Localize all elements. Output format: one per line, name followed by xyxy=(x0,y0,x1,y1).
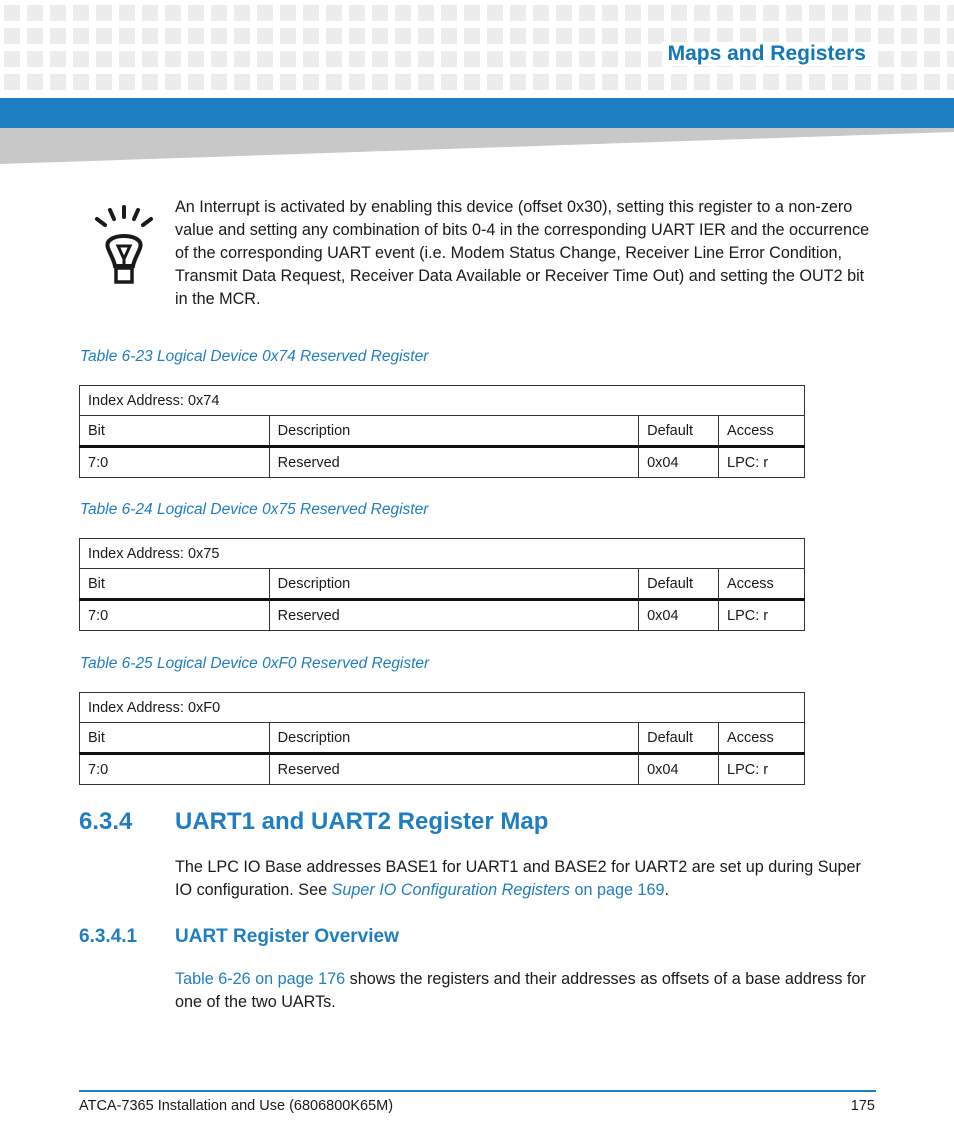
grid-square xyxy=(372,74,388,90)
grid-square xyxy=(395,74,411,90)
running-header-title: Maps and Registers xyxy=(662,42,872,66)
grid-square xyxy=(257,74,273,90)
grid-square xyxy=(119,5,135,21)
grid-square xyxy=(717,5,733,21)
grid-square xyxy=(809,5,825,21)
header-cell-description: Description xyxy=(269,569,638,600)
grid-square xyxy=(50,28,66,44)
grid-square xyxy=(395,51,411,67)
cell-bit: 7:0 xyxy=(80,447,270,478)
grid-square xyxy=(947,51,954,67)
grid-square xyxy=(165,5,181,21)
cell-bit: 7:0 xyxy=(80,754,270,785)
grid-square xyxy=(441,51,457,67)
grid-square xyxy=(303,28,319,44)
footer-rule xyxy=(79,1090,876,1092)
grid-square xyxy=(280,5,296,21)
grid-square xyxy=(464,51,480,67)
grid-square xyxy=(855,74,871,90)
grid-square xyxy=(165,51,181,67)
grid-square xyxy=(418,51,434,67)
grid-square xyxy=(142,74,158,90)
grid-square xyxy=(947,74,954,90)
grid-square xyxy=(901,74,917,90)
grid-square xyxy=(533,51,549,67)
grid-square xyxy=(326,74,342,90)
grid-square xyxy=(947,28,954,44)
cell-default: 0x04 xyxy=(639,600,719,631)
subsection-paragraph xyxy=(175,968,875,1014)
grid-square xyxy=(4,28,20,44)
grid-square xyxy=(901,51,917,67)
grid-square xyxy=(832,74,848,90)
section-heading xyxy=(79,808,548,836)
grid-square xyxy=(579,51,595,67)
header-cell-bit: Bit xyxy=(80,723,270,754)
grid-square xyxy=(694,74,710,90)
grid-square xyxy=(395,5,411,21)
grid-square xyxy=(96,74,112,90)
grid-square xyxy=(671,74,687,90)
grid-square xyxy=(602,74,618,90)
grid-square xyxy=(142,5,158,21)
section-paragraph xyxy=(175,856,875,902)
page-reference-link[interactable]: on page 169 xyxy=(570,881,665,899)
header-blue-band xyxy=(0,98,954,128)
header-cell-bit: Bit xyxy=(80,569,270,600)
grid-square xyxy=(211,74,227,90)
grid-square xyxy=(119,51,135,67)
grid-square xyxy=(303,74,319,90)
grid-square xyxy=(395,28,411,44)
table-caption: Table 6-23 Logical Device 0x74 Reserved Register xyxy=(80,348,429,365)
grid-square xyxy=(441,5,457,21)
grid-square xyxy=(280,74,296,90)
header-cell-access: Access xyxy=(719,723,805,754)
index-address-cell: Index Address: 0x75 xyxy=(80,539,805,569)
subsection-heading xyxy=(79,926,399,948)
grid-square xyxy=(579,74,595,90)
grid-square xyxy=(188,5,204,21)
header-cell-access: Access xyxy=(719,416,805,447)
grid-square xyxy=(441,74,457,90)
grid-square xyxy=(142,51,158,67)
grid-square xyxy=(165,28,181,44)
grid-square xyxy=(372,28,388,44)
register-table xyxy=(79,385,805,478)
header-cell-description: Description xyxy=(269,416,638,447)
grid-square xyxy=(73,51,89,67)
grid-square xyxy=(96,5,112,21)
grid-square xyxy=(211,5,227,21)
grid-square xyxy=(27,28,43,44)
footer-document-title: ATCA-7365 Installation and Use (6806800K65M) xyxy=(79,1098,394,1114)
grid-square xyxy=(326,51,342,67)
grid-square xyxy=(901,28,917,44)
subsection-number: 6.3.4.1 xyxy=(79,926,138,947)
paragraph-text-end: . xyxy=(664,881,670,899)
grid-square xyxy=(487,74,503,90)
grid-square xyxy=(924,28,940,44)
grid-square xyxy=(648,74,664,90)
subsection-title: UART Register Overview xyxy=(175,926,399,947)
grid-square xyxy=(924,51,940,67)
grid-square xyxy=(602,28,618,44)
grid-square xyxy=(556,28,572,44)
header-cell-default: Default xyxy=(639,569,719,600)
grid-square xyxy=(349,28,365,44)
grid-square xyxy=(763,74,779,90)
grid-square xyxy=(740,74,756,90)
grid-square xyxy=(464,28,480,44)
grid-square xyxy=(349,74,365,90)
grid-square xyxy=(234,74,250,90)
grid-square xyxy=(855,5,871,21)
grid-square xyxy=(27,5,43,21)
grid-square xyxy=(487,5,503,21)
grid-square xyxy=(303,51,319,67)
grid-square xyxy=(188,74,204,90)
grid-square xyxy=(832,5,848,21)
grid-square xyxy=(73,74,89,90)
grid-square xyxy=(142,28,158,44)
cell-default: 0x04 xyxy=(639,447,719,478)
grid-square xyxy=(901,5,917,21)
cell-default: 0x04 xyxy=(639,754,719,785)
cross-reference-link[interactable]: Super IO Configuration Registers xyxy=(331,881,571,899)
header-grey-wedge xyxy=(0,128,954,164)
grid-square xyxy=(73,5,89,21)
note-text: An Interrupt is activated by enabling this device (offset 0x30), setting this register to a non-zero value and setting any combination of bits 0-4 in the corresponding UART IER and the occurrence of the corresponding UART event (i.e. Modem Status Change, Receiver Line Error Condition, Transmit Data Request, Receiver Data Available or Receiver Time Out) and setting the OUT2 bit in the MCR. xyxy=(175,198,870,308)
grid-square xyxy=(50,74,66,90)
cell-bit: 7:0 xyxy=(80,600,270,631)
section-title: UART1 and UART2 Register Map xyxy=(175,808,549,835)
grid-square xyxy=(211,28,227,44)
grid-square xyxy=(740,5,756,21)
grid-square xyxy=(510,51,526,67)
footer-page-number: 175 xyxy=(850,1098,875,1114)
grid-square xyxy=(234,5,250,21)
grid-square xyxy=(418,5,434,21)
grid-square xyxy=(4,74,20,90)
section-number: 6.3.4 xyxy=(79,808,133,835)
header-cell-default: Default xyxy=(639,416,719,447)
paragraph-text: The LPC IO Base addresses BASE1 for UART1 and BASE2 for UART2 are set up during Super IO configuration. See xyxy=(175,858,861,899)
table-caption: Table 6-25 Logical Device 0xF0 Reserved Register xyxy=(80,655,430,672)
grid-square xyxy=(188,28,204,44)
grid-square xyxy=(418,28,434,44)
grid-square xyxy=(211,51,227,67)
grid-square xyxy=(372,51,388,67)
grid-square xyxy=(96,28,112,44)
grid-square xyxy=(763,5,779,21)
grid-square xyxy=(878,51,894,67)
grid-square xyxy=(50,5,66,21)
grid-square xyxy=(441,28,457,44)
grid-square xyxy=(556,51,572,67)
header-cell-access: Access xyxy=(719,569,805,600)
grid-square xyxy=(579,28,595,44)
register-table xyxy=(79,538,805,631)
grid-square xyxy=(947,5,954,21)
grid-square xyxy=(648,5,664,21)
header-cell-default: Default xyxy=(639,723,719,754)
grid-square xyxy=(625,5,641,21)
grid-square xyxy=(786,5,802,21)
cell-description: Reserved xyxy=(269,754,638,785)
grid-square xyxy=(234,28,250,44)
grid-square xyxy=(372,5,388,21)
grid-square xyxy=(533,28,549,44)
grid-square xyxy=(234,51,250,67)
grid-square xyxy=(625,74,641,90)
grid-square xyxy=(4,5,20,21)
cell-access: LPC: r xyxy=(719,447,805,478)
grid-square xyxy=(602,51,618,67)
register-table xyxy=(79,692,805,785)
grid-square xyxy=(257,51,273,67)
paragraph-text: shows the registers and their addresses as offsets of a base address for one of the two UARTs. xyxy=(175,970,866,1011)
header-cell-description: Description xyxy=(269,723,638,754)
grid-square xyxy=(625,28,641,44)
grid-square xyxy=(418,74,434,90)
cell-access: LPC: r xyxy=(719,754,805,785)
grid-square xyxy=(349,5,365,21)
index-address-cell: Index Address: 0xF0 xyxy=(80,693,805,723)
grid-square xyxy=(280,51,296,67)
grid-square xyxy=(326,28,342,44)
grid-square xyxy=(165,74,181,90)
grid-square xyxy=(464,5,480,21)
grid-square xyxy=(349,51,365,67)
grid-square xyxy=(188,51,204,67)
grid-square xyxy=(533,5,549,21)
grid-square xyxy=(671,5,687,21)
grid-square xyxy=(303,5,319,21)
cell-description: Reserved xyxy=(269,600,638,631)
grid-square xyxy=(786,74,802,90)
cell-description: Reserved xyxy=(269,447,638,478)
table-caption: Table 6-24 Logical Device 0x75 Reserved Register xyxy=(80,501,429,518)
table-reference-link[interactable]: Table 6-26 on page 176 xyxy=(175,970,346,988)
grid-square xyxy=(96,51,112,67)
grid-square xyxy=(119,28,135,44)
grid-square xyxy=(487,28,503,44)
cell-access: LPC: r xyxy=(719,600,805,631)
grid-square xyxy=(556,5,572,21)
grid-square xyxy=(257,28,273,44)
grid-square xyxy=(27,74,43,90)
header-cell-bit: Bit xyxy=(80,416,270,447)
grid-square xyxy=(510,74,526,90)
grid-square xyxy=(556,74,572,90)
grid-square xyxy=(694,5,710,21)
grid-square xyxy=(809,74,825,90)
grid-square xyxy=(326,5,342,21)
grid-square xyxy=(50,51,66,67)
index-address-cell: Index Address: 0x74 xyxy=(80,386,805,416)
grid-square xyxy=(510,5,526,21)
grid-square xyxy=(464,74,480,90)
grid-square xyxy=(924,5,940,21)
grid-square xyxy=(878,28,894,44)
grid-square xyxy=(487,51,503,67)
grid-square xyxy=(878,74,894,90)
grid-square xyxy=(625,51,641,67)
lightbulb-icon xyxy=(90,204,158,288)
grid-square xyxy=(4,51,20,67)
grid-square xyxy=(119,74,135,90)
grid-square xyxy=(280,28,296,44)
grid-square xyxy=(602,5,618,21)
grid-square xyxy=(878,5,894,21)
grid-square xyxy=(717,74,733,90)
grid-square xyxy=(73,28,89,44)
grid-square xyxy=(924,74,940,90)
grid-square xyxy=(579,5,595,21)
grid-square xyxy=(533,74,549,90)
grid-square xyxy=(27,51,43,67)
grid-square xyxy=(510,28,526,44)
grid-square xyxy=(257,5,273,21)
